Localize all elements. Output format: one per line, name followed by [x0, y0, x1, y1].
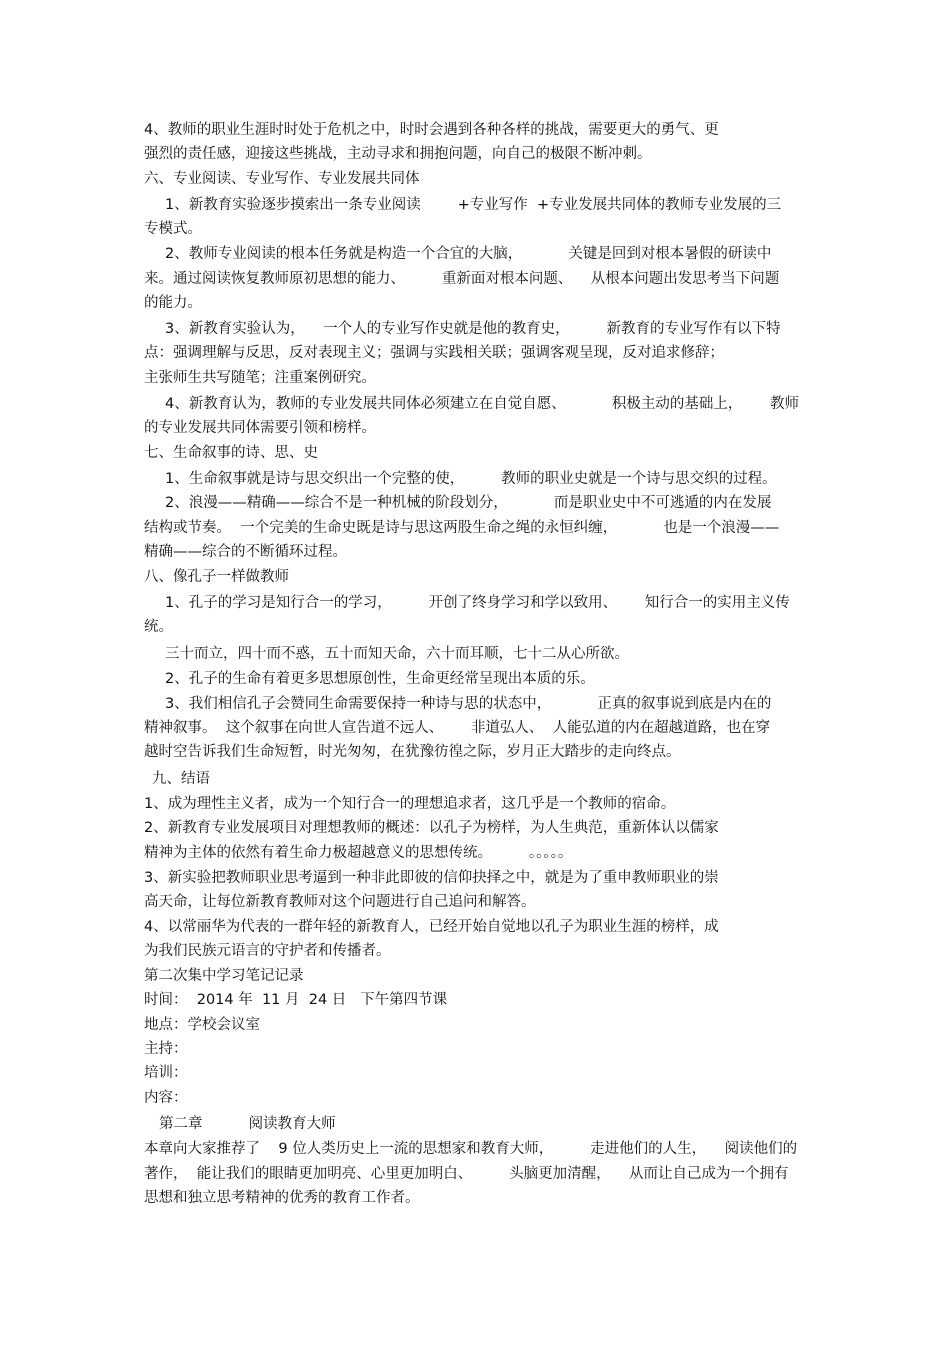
text-line: 统。: [144, 619, 173, 635]
text-line: 八、像孔子一样做教师: [144, 569, 289, 585]
text-line: 本章向大家推荐了 9 位人类历史上一流的思想家和教育大师， 走进他们的人生， 阅读他们的: [144, 1141, 798, 1157]
text-line: 专模式。: [144, 221, 202, 237]
text-line: 3、我们相信孔子会赞同生命需要保持一种诗与思的状态中， 正真的叙事说到底是内在的: [165, 696, 772, 712]
text-line: 3、新实验把教师职业思考逼到一种非此即彼的信仰抉择之中，就是为了重申教师职业的崇: [144, 870, 719, 886]
text-line: 2、孔子的生命有着更多思想原创性，生命更经常呈现出本质的乐。: [165, 671, 595, 687]
text-line: 精神为主体的依然有着生命力极超越意义的思想传统。 。。。。。: [144, 845, 573, 861]
text-line: 思想和独立思考精神的优秀的教育工作者。: [144, 1190, 420, 1206]
text-line: 第二章 阅读教育大师: [159, 1116, 336, 1132]
text-line: 的能力。: [144, 295, 202, 311]
text-line: 七、生命叙事的诗、思、史: [144, 445, 318, 461]
text-line: 3、新教育实验认为， 一个人的专业写作史就是他的教育史， 新教育的专业写作有以下特: [165, 321, 781, 337]
text-line: 六、专业阅读、专业写作、专业发展共同体: [144, 171, 420, 187]
text-line: 精神叙事。 这个叙事在向世人宣告道不远人、 非道弘人、 人能弘道的内在超越道路，也在穿: [144, 720, 771, 736]
text-line: 越时空告诉我们生命短暂，时光匆匆，在犹豫彷徨之际，岁月正大踏步的走向终点。: [144, 744, 681, 760]
text-line: 4、新教育认为，教师的专业发展共同体必须建立在自觉自愿、 积极主动的基础上， 教师: [165, 396, 799, 412]
text-line: 强烈的责任感，迎接这些挑战，主动寻求和拥抱问题，向自己的极限不断冲刺。: [144, 146, 652, 162]
text-line: 4、教师的职业生涯时时处于危机之中，时时会遇到各种各样的挑战，需要更大的勇气、更: [144, 122, 719, 138]
text-line: 2、浪漫——精确——综合不是一种机械的阶段划分， 而是职业史中不可逃遁的内在发展: [165, 495, 772, 511]
text-line: 高天命，让每位新教育教师对这个问题进行自己追问和解答。: [144, 894, 536, 910]
text-line: 1、孔子的学习是知行合一的学习， 开创了终身学习和学以致用、 知行合一的实用主义传: [165, 595, 790, 611]
text-line: 来。通过阅读恢复教师原初思想的能力、 重新面对根本问题、 从根本问题出发思考当下问题: [144, 271, 780, 287]
text-line: 1、成为理性主义者，成为一个知行合一的理想追求者，这几乎是一个教师的宿命。: [144, 796, 676, 812]
text-line: 2、新教育专业发展项目对理想教师的概述：以孔子为榜样，为人生典范，重新体认以儒家: [144, 820, 719, 836]
text-line: 主持：: [144, 1041, 188, 1057]
text-line: 第二次集中学习笔记记录: [144, 968, 304, 984]
text-line: 地点：学校会议室: [144, 1017, 260, 1033]
text-line: 1、生命叙事就是诗与思交织出一个完整的使， 教师的职业史就是一个诗与思交织的过程。: [165, 471, 777, 487]
text-line: 时间： 2014 年 11 月 24 日 下午第四节课: [144, 992, 448, 1008]
text-line: 2、教师专业阅读的根本任务就是构造一个合宜的大脑， 关键是回到对根本暑假的研读中: [165, 246, 772, 262]
text-line: 1、新教育实验逐步摸索出一条专业阅读 +专业写作 +专业发展共同体的教师专业发展的三: [165, 197, 782, 213]
text-line: 九、结语: [152, 771, 210, 787]
text-line: 三十而立，四十而不惑，五十而知天命，六十而耳顺，七十二从心所欲。: [165, 646, 629, 662]
text-line: 4、以常丽华为代表的一群年轻的新教育人，已经开始自觉地以孔子为职业生涯的榜样，成: [144, 919, 719, 935]
text-line: 结构或节奏。 一个完美的生命史既是诗与思这两股生命之绳的永恒纠缠， 也是一个浪漫——: [144, 520, 780, 536]
text-line: 内容：: [144, 1090, 188, 1106]
text-line: 主张师生共写随笔；注重案例研究。: [144, 370, 376, 386]
text-line: 点：强调理解与反思，反对表现主义；强调与实践相关联；强调客观呈现，反对追求修辞；: [144, 345, 724, 361]
text-line: 著作， 能让我们的眼睛更加明亮、心里更加明白、 头脑更加清醒， 从而让自己成为一个拥有: [144, 1166, 789, 1182]
text-line: 精确——综合的不断循环过程。: [144, 544, 347, 560]
text-line: 为我们民族元语言的守护者和传播者。: [144, 943, 391, 959]
text-line: 的专业发展共同体需要引领和榜样。: [144, 420, 376, 436]
text-line: 培训：: [144, 1065, 188, 1081]
